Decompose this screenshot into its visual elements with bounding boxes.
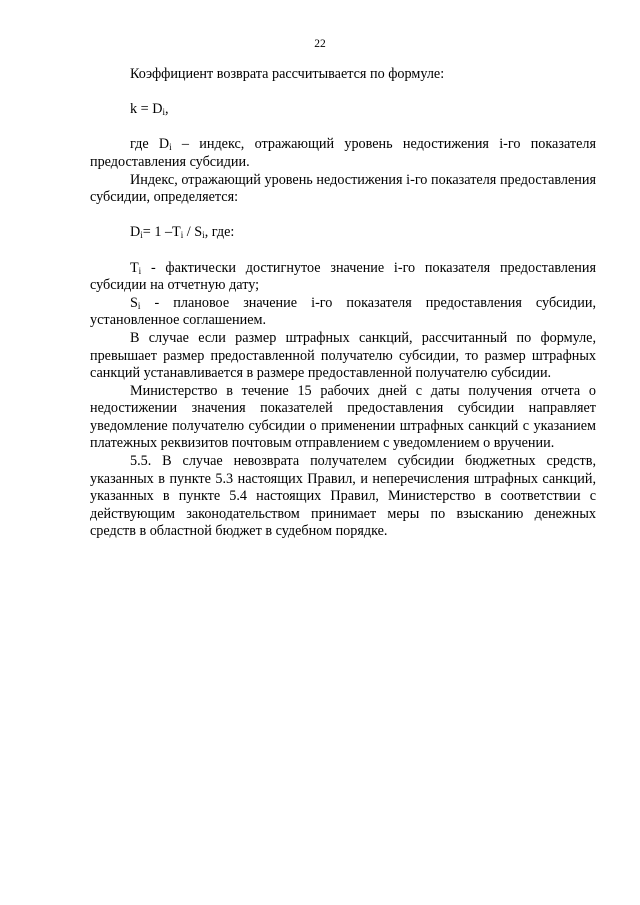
paragraph-formula-intro: Коэффициент возврата рассчитывается по формуле: <box>130 66 445 82</box>
spacer <box>90 119 596 137</box>
spacer <box>90 207 596 225</box>
formula-d: $D_i= 1$ $-T_i / S_i$, где: <box>130 224 235 241</box>
paragraph-ti-definition: $T_i$ - фактически достигнутое значение i-го показателя предоставления субсидии на отчетную дату; <box>90 259 596 294</box>
document-body <box>90 66 596 541</box>
page-number: 22 <box>314 38 326 50</box>
paragraph-ministry-notice: Министерство в течение 15 рабочих дней с даты получения отчета о недостижении значения показателей предоставления субсидии направляет уведомление получателю субсидии о применении штрафных санкций с указанием платежных реквизитов почтовым отправлением с уведомлением о вручении. <box>90 382 596 452</box>
paragraph-penalty-cap: В случае если размер штрафных санкций, рассчитанный по формуле, превышает размер предоставленной получателю субсидии, то размер штрафных санкций устанавливается в размере предоставленной получателю субсидии. <box>90 329 596 382</box>
paragraph-index-determined: Индекс, отражающий уровень недостижения i-го показателя предоставления субсидии, определяется: <box>90 171 596 206</box>
spacer <box>90 242 596 260</box>
paragraph-index-definition: где $D_i$ – индекс, отражающий уровень недостижения i-го показателя предоставления субсидии. <box>90 136 596 170</box>
paragraph-5-5: 5.5. В случае невозврата получателем субсидии бюджетных средств, указанных в пункте 5.3 настоящих Правил, и неперечисления штрафных санкций, указанных в пункте 5.4 настоящих Правил, Министерство в соответствии с действующим законодательством принимает меры по взысканию денежных средств в областной бюджет в судебном порядке. <box>90 453 596 540</box>
spacer <box>90 84 596 102</box>
formula-k: $k = D_i$, <box>130 101 169 118</box>
paragraph-si-definition: $S_i$ - плановое значение i-го показателя предоставления субсидии, установленное соглашением. <box>90 294 596 329</box>
